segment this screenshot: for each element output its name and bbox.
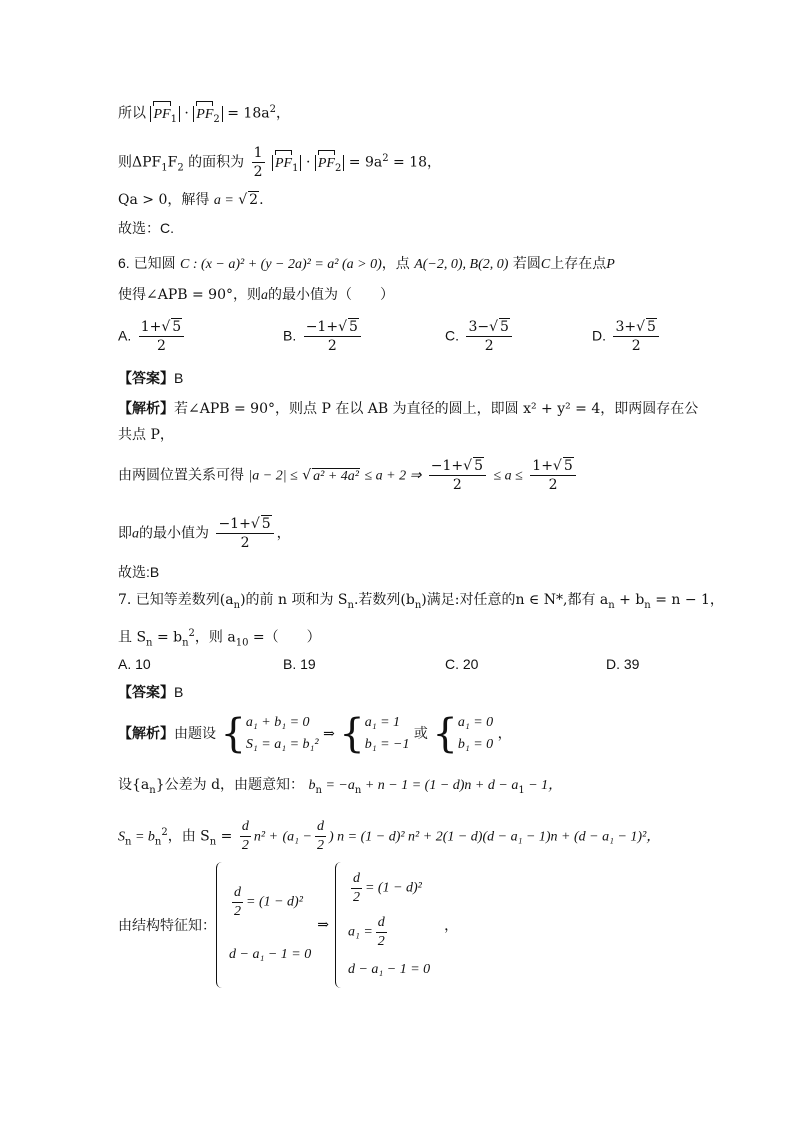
line-4: 故选：C. xyxy=(118,220,174,236)
q7-option-c: C. 20 xyxy=(445,656,479,672)
q6-answer: 【答案】B xyxy=(118,370,184,386)
q7-option-b: B. 19 xyxy=(283,656,316,672)
line-1: 所以 $PF_1 \cdot PF_2 = 18a^2$， xyxy=(118,104,290,125)
q6-inequality: 由两圆位置关系可得 |a − 2| ≤ √ a² + 4a² ≤ a + 2 ⇒ $\frac{-1+√ 5}{2}$ ≤ a ≤ $\frac{1+√ 5}{2}$ xyxy=(118,457,579,494)
q6-analysis-2: 共点 P， xyxy=(118,427,174,443)
q6-option-d: D. $\frac{3+√ 5}{2}$ xyxy=(592,318,662,355)
q7-answer: 【答案】B xyxy=(118,684,184,700)
q7-structure: 由结构特征知： $\frac{d}{2}$ = (1 − d)² d − a₁ − 1 = 0 ⇒ $\frac{d}{2}$ = (1 − d)² a₁ = $\frac{d}{2}$ d − a₁ − 1 = 0 ， xyxy=(118,862,458,988)
q7-option-a: A. 10 xyxy=(118,656,151,672)
q6-option-a: A. $\frac{1+√ 5}{2}$ xyxy=(118,318,187,355)
q7-sn-equation: $S_n = b_n^2$，由 $S_n$ = $\frac{d}{2}$ n² + (a₁ − $\frac{d}{2}$ ) n = (1 − d)² n² + 2(1 − d)(d − a₁ − 1)n + (d − a₁ − 1)²， xyxy=(118,819,661,853)
left-brace-1 xyxy=(216,862,225,988)
q7-analysis-system: 【解析】由题设 { a₁ + b₁ = 0 S₁ = a₁ = b₁² ⇒ { a₁ = 1 b₁ = −1 或 { a₁ = 0 b₁ = 0 ， xyxy=(118,711,512,757)
abs-pf1: $PF_1$ xyxy=(150,106,179,122)
q7-line-1: 7. 已知等差数列$(a_n)$的前 n 项和为 $S_n$.若数列$(b_n)$满足:对任意的n ∈ N*,都有 $a_n + b_n = n - 1$， xyxy=(118,592,724,611)
line-3: Qa > 0，解得 a = √ 2. xyxy=(118,192,264,208)
fraction-half: $\frac{1}{2}$ xyxy=(253,145,263,180)
q6-choose: 故选:B xyxy=(118,564,160,580)
line-2: 则$\Delta PF_1F_2$ 的面积为 $\frac{1}{2}$ $PF_1 \cdot PF_2 = 9a^2 = 18$， xyxy=(118,145,442,180)
q6-option-c: C. $\frac{3-√ 5}{2}$ xyxy=(445,318,515,355)
abs-pf2: $PF_2$ xyxy=(193,106,222,122)
q6-analysis-1: 【解析】若∠APB = 90°，则点 P 在以 AB 为直径的圆上，即圆 x² + y² = 4，即两圆存在公 xyxy=(118,400,699,417)
q6-line-2: 使得∠APB = 90°，则a的最小值为（ ） xyxy=(118,287,394,303)
q7-option-d: D. 39 xyxy=(606,656,640,672)
left-brace-2 xyxy=(335,862,344,988)
q6-min-value: 即a的最小值为 $\frac{-1+√ 5}{2}$ ， xyxy=(118,516,291,551)
q7-difference: 设$\{a_n\}$公差为 d，由题意知： $b_n = -a_n + n - 1 = (1 - d)n + d - a_1 - 1$， xyxy=(118,777,563,796)
q6-option-b: B. $\frac{-1+√ 5}{2}$ xyxy=(283,318,364,355)
q6-line-1: 6. 已知圆 C : (x − a)² + (y − 2a)² = a² (a > 0)，点 A(−2, 0), B(2, 0) 若圆C上存在点P xyxy=(118,255,615,272)
q7-line-2: 且 $S_n = b_n^2$，则 $a_{10}$ =（ ） xyxy=(118,628,321,649)
